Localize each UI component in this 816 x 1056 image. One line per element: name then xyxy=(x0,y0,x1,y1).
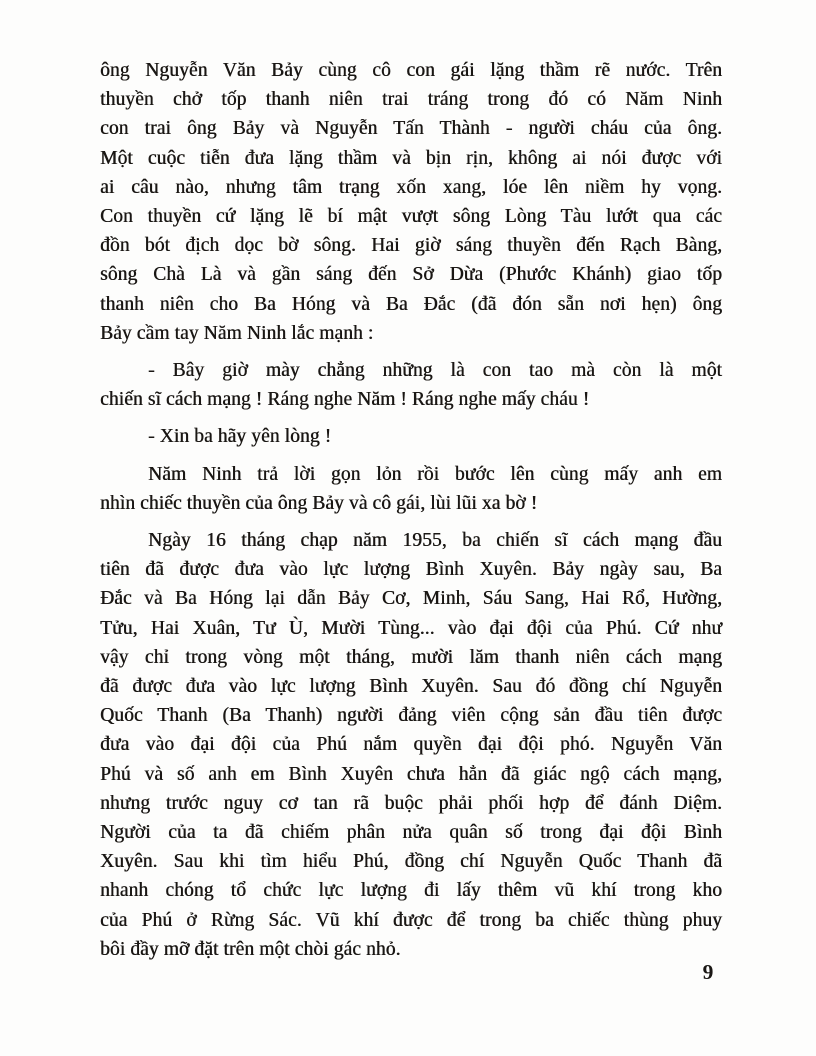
text-line: Tửu, Hai Xuân, Tư Ù, Mười Tùng... vào đại đội của Phú. Cứ như xyxy=(100,617,722,639)
text-line: của Phú ở Rừng Sác. Vũ khí được để trong ba chiếc thùng phuy xyxy=(100,909,722,931)
text-line: Bảy cầm tay Năm Ninh lắc mạnh : xyxy=(100,322,374,344)
text-line: Năm Ninh trả lời gọn lỏn rồi bước lên cùng mấy anh em xyxy=(148,463,722,485)
text-line: - Bây giờ mày chẳng những là con tao mà còn là một xyxy=(148,360,722,382)
text-line: thuyền chở tốp thanh niên trai tráng trong đó có Năm Ninh xyxy=(100,89,722,111)
text-line: bôi đầy mỡ đặt trên một chòi gác nhỏ. xyxy=(100,938,401,960)
text-line: đưa vào đại đội của Phú nắm quyền đại đội phó. Nguyễn Văn xyxy=(100,734,722,756)
text-line: thanh niên cho Ba Hóng và Ba Đắc (đã đón sẵn nơi hẹn) ông xyxy=(100,293,722,315)
text-line: nhanh chóng tổ chức lực lượng đi lấy thêm vũ khí trong kho xyxy=(100,880,722,902)
paragraph xyxy=(100,460,722,518)
text-line: Ngày 16 tháng chạp năm 1955, ba chiến sĩ cách mạng đầu xyxy=(148,530,722,552)
text-line: con trai ông Bảy và Nguyễn Tấn Thành - người cháu của ông. xyxy=(100,118,722,140)
text-line: - Xin ba hãy yên lòng ! xyxy=(148,426,332,448)
text-line: Một cuộc tiễn đưa lặng thầm và bịn rịn, không ai nói được với xyxy=(100,147,722,169)
text-block xyxy=(100,56,722,964)
text-line: Người của ta đã chiếm phân nửa quân số trong đại đội Bình xyxy=(100,822,722,844)
text-line: sông Chà Là và gần sáng đến Sở Dừa (Phước Khánh) giao tốp xyxy=(100,264,722,286)
text-line: Phú và số anh em Bình Xuyên chưa hẳn đã giác ngộ cách mạng, xyxy=(100,763,722,785)
text-line: nhưng trước nguy cơ tan rã buộc phải phối hợp để đánh Diệm. xyxy=(100,792,722,814)
paragraph xyxy=(100,422,722,451)
text-line: Xuyên. Sau khi tìm hiểu Phú, đồng chí Nguyễn Quốc Thanh đã xyxy=(100,851,722,873)
text-line: ông Nguyễn Văn Bảy cùng cô con gái lặng thầm rẽ nước. Trên xyxy=(100,60,722,81)
paragraph xyxy=(100,56,722,348)
paragraph xyxy=(100,526,722,964)
text-line: ai câu nào, nhưng tâm trạng xốn xang, lóe lên niềm hy vọng. xyxy=(100,176,722,198)
text-line: Con thuyền cứ lặng lẽ bí mật vượt sông Lòng Tàu lướt qua các xyxy=(100,206,722,228)
text-line: Quốc Thanh (Ba Thanh) người đảng viên cộng sản đầu tiên được xyxy=(100,705,722,727)
paragraph xyxy=(100,356,722,414)
page-number: 9 xyxy=(702,960,714,984)
text-line: vậy chỉ trong vòng một tháng, mười lăm thanh niên cách mạng xyxy=(100,646,722,668)
text-line: đồn bót địch dọc bờ sông. Hai giờ sáng thuyền đến Rạch Bàng, xyxy=(100,235,722,257)
text-line: nhìn chiếc thuyền của ông Bảy và cô gái, lùi lũi xa bờ ! xyxy=(100,492,538,514)
text-line: Đắc và Ba Hóng lại dẫn Bảy Cơ, Minh, Sáu Sang, Hai Rổ, Hường, xyxy=(100,588,722,610)
text-line: chiến sĩ cách mạng ! Ráng nghe Năm ! Ráng nghe mấy cháu ! xyxy=(100,389,590,411)
text-line: tiên đã được đưa vào lực lượng Bình Xuyên. Bảy ngày sau, Ba xyxy=(100,559,722,581)
text-line: đã được đưa vào lực lượng Bình Xuyên. Sau đó đồng chí Nguyễn xyxy=(100,676,722,698)
